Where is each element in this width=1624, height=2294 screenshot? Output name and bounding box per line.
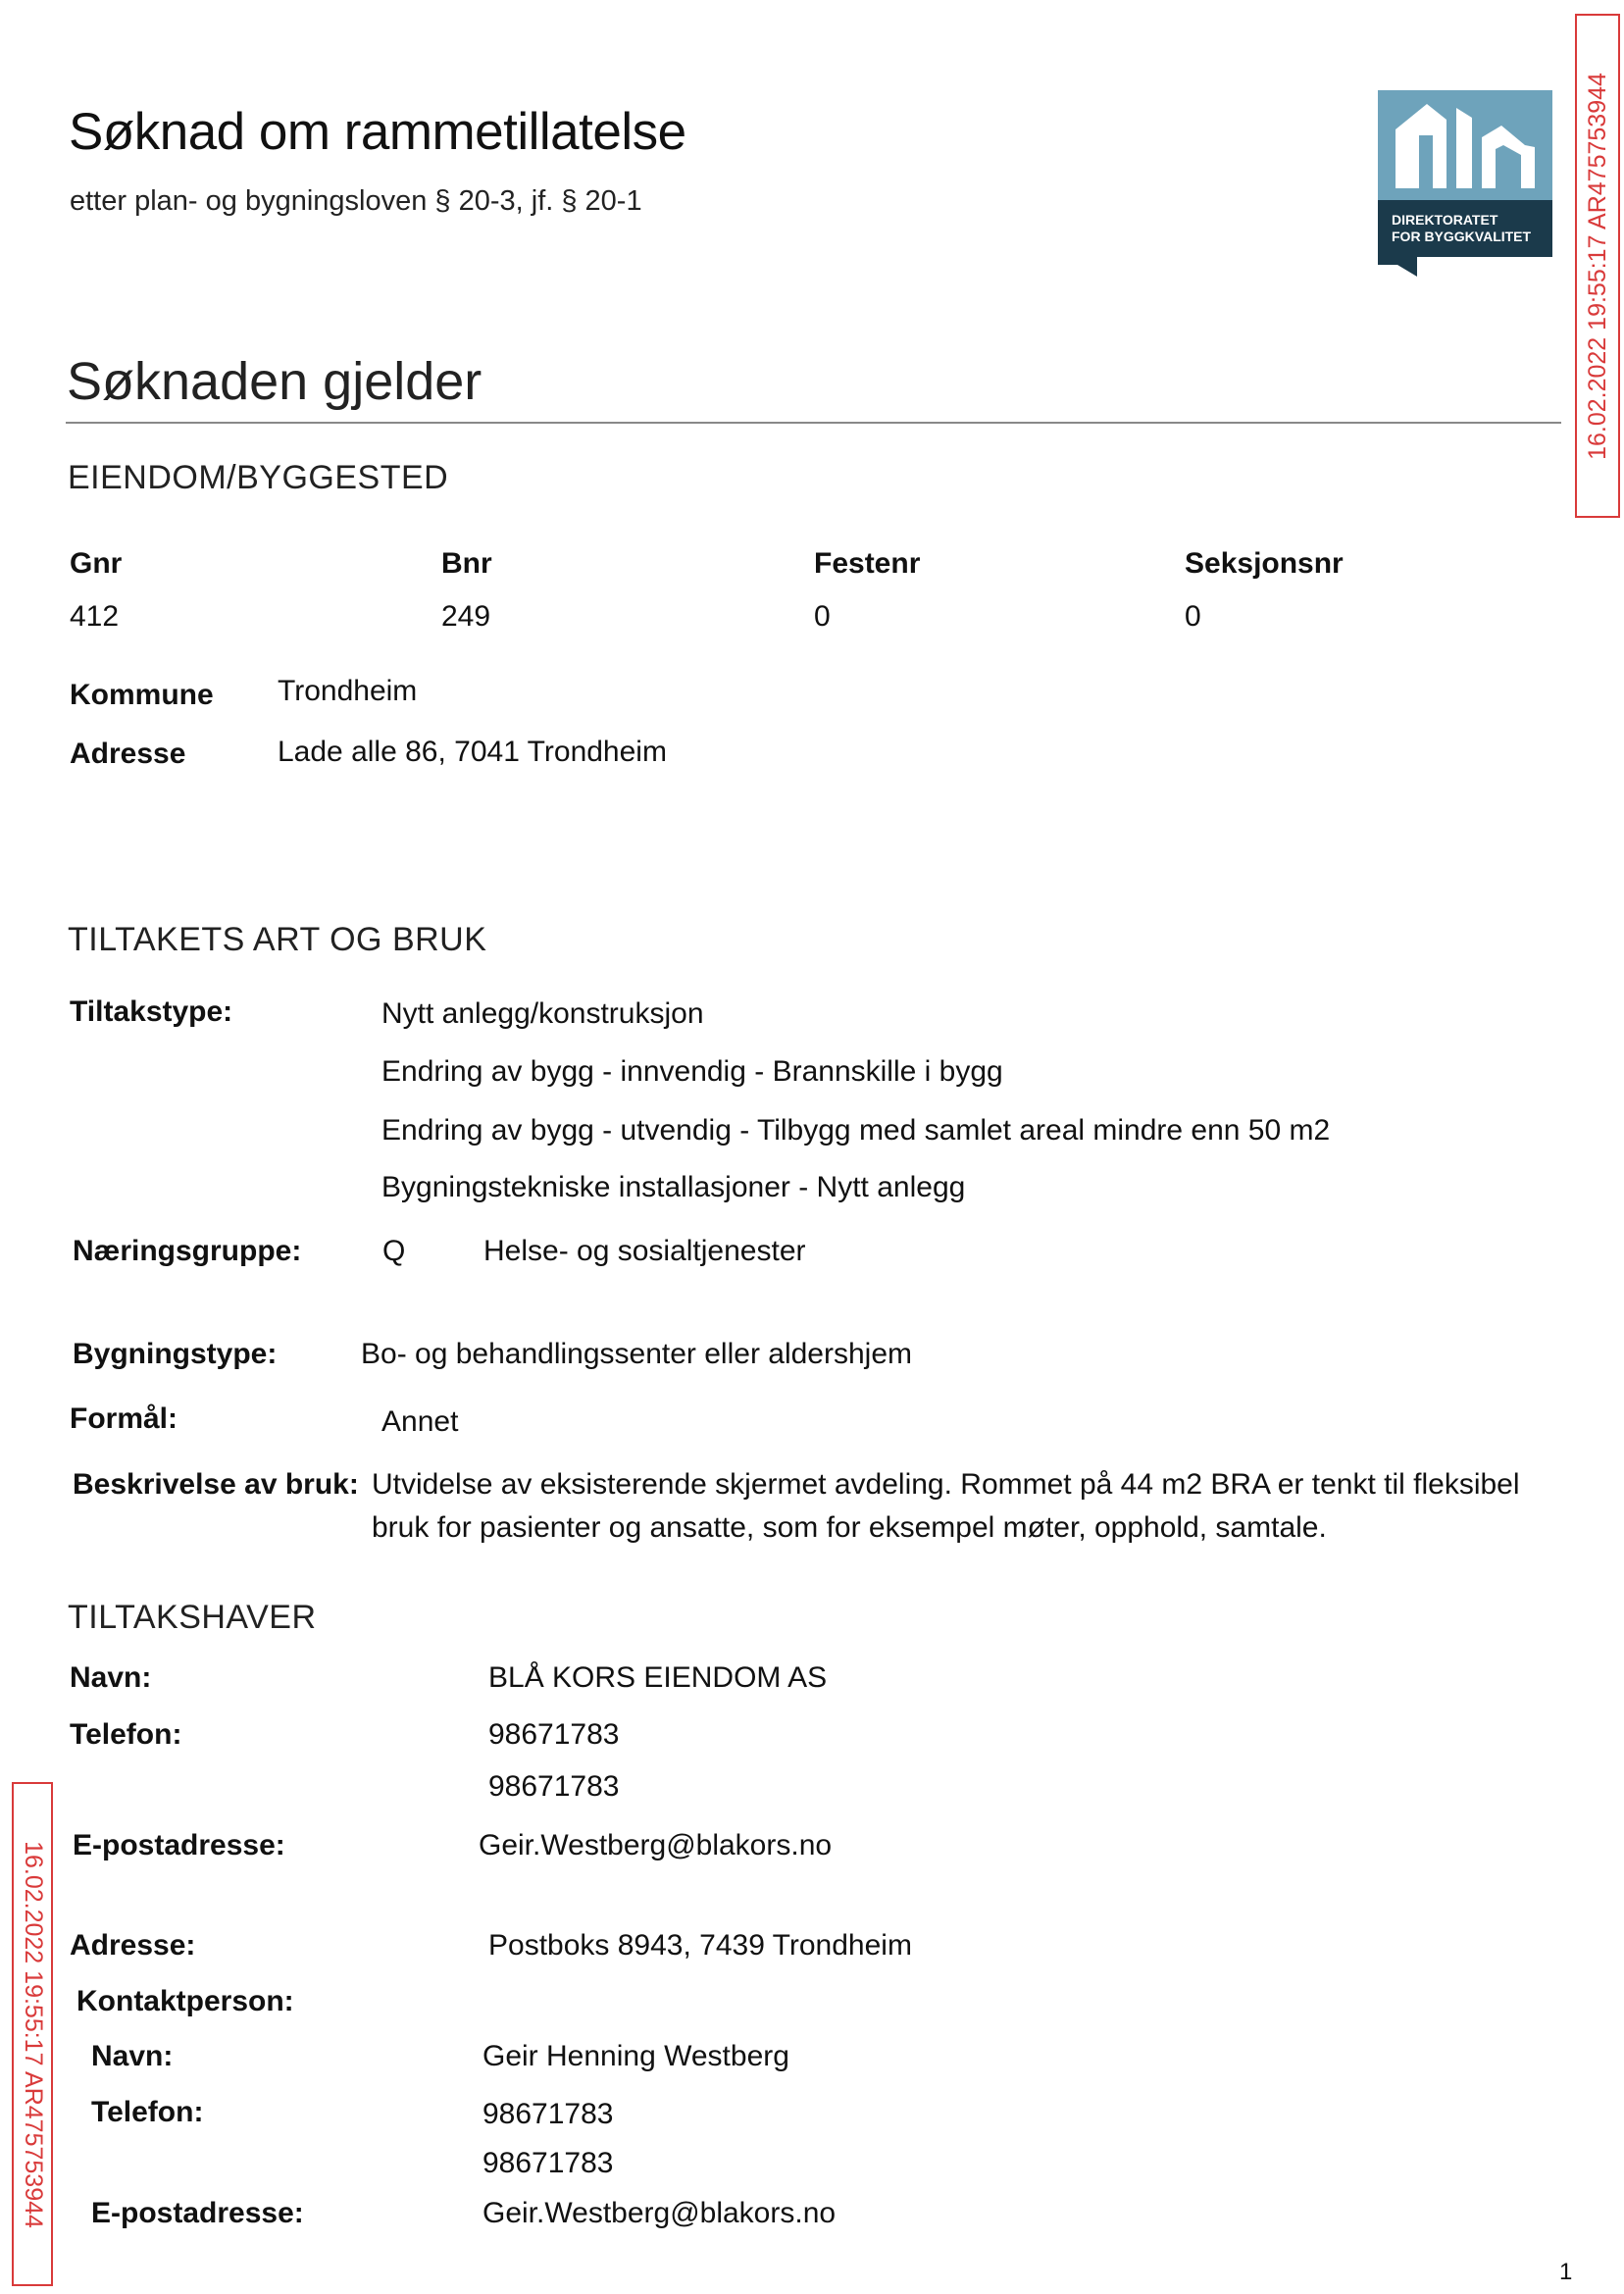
document-title: Søknad om rammetillatelse xyxy=(69,103,686,161)
adresse-value: Lade alle 86, 7041 Trondheim xyxy=(278,736,667,768)
kontakt-epost-label: E-postadresse: xyxy=(91,2197,304,2229)
naeringsgruppe-code: Q xyxy=(382,1235,406,1267)
kommune-label: Kommune xyxy=(70,679,214,711)
telefon-value: 98671783 xyxy=(488,1770,620,1803)
document-subtitle: etter plan- og bygningsloven § 20-3, jf. § 20-1 xyxy=(70,185,642,217)
beskrivelse-line1: Utvidelse av eksisterende skjermet avdeling. Rommet på 44 m2 BRA er tenkt til fleksibel xyxy=(372,1468,1520,1501)
tiltakstype-item: Endring av bygg - utvendig - Tilbygg med samlet areal mindre enn 50 m2 xyxy=(381,1114,1331,1147)
logo-text-line2: FOR BYGGKVALITET xyxy=(1392,229,1532,244)
bygningstype-label: Bygningstype: xyxy=(73,1338,278,1370)
epost-label: E-postadresse: xyxy=(73,1829,285,1861)
festenr-label: Festenr xyxy=(814,547,921,580)
kontakt-epost-value: Geir.Westberg@blakors.no xyxy=(482,2197,837,2229)
kontakt-telefon-value: 98671783 xyxy=(482,2098,614,2130)
timestamp-stamp-bottom xyxy=(12,1782,53,2286)
tiltakstype-item: Bygningstekniske installasjoner - Nytt anlegg xyxy=(381,1171,966,1203)
epost-value: Geir.Westberg@blakors.no xyxy=(479,1829,833,1861)
beskrivelse-line2: bruk for pasienter og ansatte, som for eksempel møter, opphold, samtale. xyxy=(372,1511,1327,1544)
festenr-value: 0 xyxy=(814,600,831,633)
tiltakshaver-adresse-label: Adresse: xyxy=(70,1929,196,1962)
navn-value: BLÅ KORS EIENDOM AS xyxy=(488,1661,828,1694)
page-number: 1 xyxy=(1559,2259,1573,2285)
seksjonsnr-label: Seksjonsnr xyxy=(1185,547,1344,580)
kontakt-navn-label: Navn: xyxy=(91,2040,174,2072)
tiltakstype-item: Nytt anlegg/konstruksjon xyxy=(381,997,704,1030)
kommune-value: Trondheim xyxy=(278,675,418,707)
bnr-value: 249 xyxy=(441,600,491,633)
bnr-label: Bnr xyxy=(441,547,492,580)
telefon-value: 98671783 xyxy=(488,1718,620,1751)
stamp-text: 16.02.2022 19:55:17 AR475753944 xyxy=(1583,72,1611,460)
gnr-label: Gnr xyxy=(70,547,123,580)
kontakt-navn-value: Geir Henning Westberg xyxy=(482,2040,789,2072)
section-title: Søknaden gjelder xyxy=(67,352,482,411)
tiltak-heading: TILTAKETS ART OG BRUK xyxy=(68,921,487,958)
dibk-logo xyxy=(1378,90,1552,277)
tiltakstype-item: Endring av bygg - innvendig - Brannskille i bygg xyxy=(381,1055,1003,1088)
gnr-value: 412 xyxy=(70,600,120,633)
kontaktperson-label: Kontaktperson: xyxy=(76,1985,294,2017)
naeringsgruppe-value: Helse- og sosialtjenester xyxy=(483,1235,806,1267)
formal-value: Annet xyxy=(381,1405,459,1438)
tiltakstype-label: Tiltakstype: xyxy=(70,995,233,1028)
naeringsgruppe-label: Næringsgruppe: xyxy=(73,1235,302,1267)
tiltakshaver-heading: TILTAKSHAVER xyxy=(68,1599,317,1636)
timestamp-stamp-top xyxy=(1575,14,1620,518)
section-divider xyxy=(66,422,1561,424)
tiltakshaver-adresse-value: Postboks 8943, 7439 Trondheim xyxy=(488,1929,912,1962)
kontakt-telefon-label: Telefon: xyxy=(91,2096,204,2128)
bygningstype-value: Bo- og behandlingssenter eller aldershjem xyxy=(361,1338,913,1370)
navn-label: Navn: xyxy=(70,1661,152,1694)
eiendom-heading: EIENDOM/BYGGESTED xyxy=(68,459,449,496)
beskrivelse-label: Beskrivelse av bruk: xyxy=(73,1468,359,1501)
logo-text-line1: DIREKTORATET xyxy=(1392,212,1498,228)
stamp-text: 16.02.2022 19:55:17 AR475753944 xyxy=(19,1840,47,2228)
formal-label: Formål: xyxy=(70,1402,178,1435)
seksjonsnr-value: 0 xyxy=(1185,600,1201,633)
telefon-label: Telefon: xyxy=(70,1718,182,1751)
kontakt-telefon-value: 98671783 xyxy=(482,2147,614,2179)
adresse-label: Adresse xyxy=(70,738,186,770)
